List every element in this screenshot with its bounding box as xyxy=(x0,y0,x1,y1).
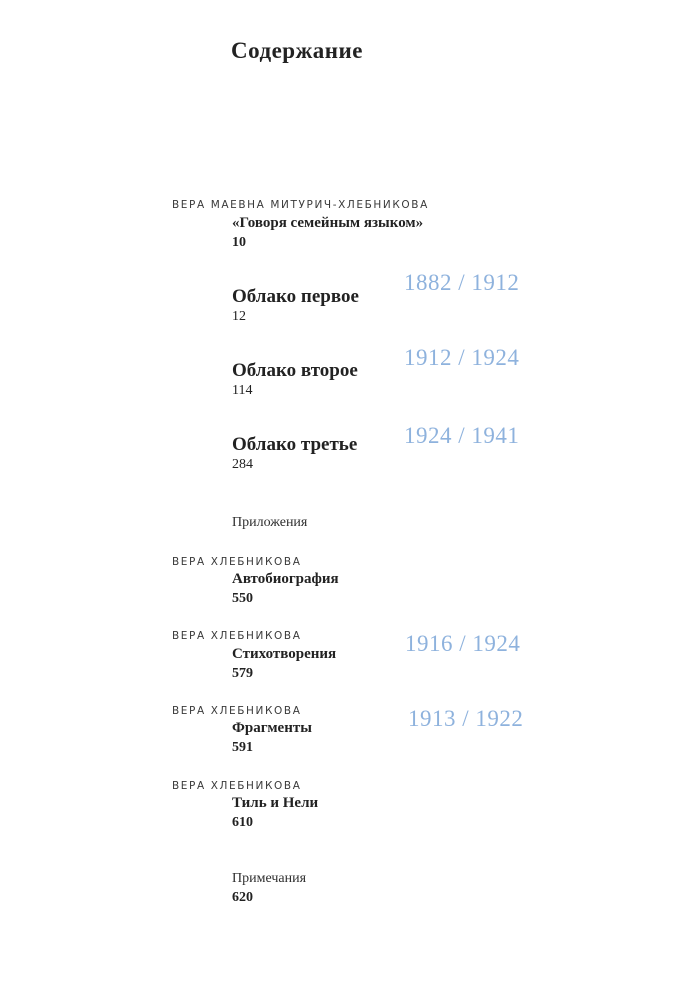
appendix-3-years: 1913 / 1922 xyxy=(408,706,524,731)
appendix-4-author: ВЕРА ХЛЕБНИКОВА xyxy=(172,780,302,792)
intro-author: ВЕРА МАЕВНА МИТУРИЧ-ХЛЕБНИКОВА xyxy=(172,199,429,211)
notes-title-link[interactable]: Примечания xyxy=(232,871,307,886)
cloud-3-page-number: 284 xyxy=(232,457,253,472)
appendix-4-page-number: 610 xyxy=(232,815,253,830)
appendix-1-page-number: 550 xyxy=(232,591,253,606)
cloud-2-years: 1912 / 1924 xyxy=(404,345,520,370)
appendix-2-title-link[interactable]: Стихотворения xyxy=(232,646,337,662)
appendix-label: Приложения xyxy=(232,515,308,530)
cloud-1-page-number: 12 xyxy=(232,309,246,324)
appendix-2-page-number: 579 xyxy=(232,666,253,681)
appendix-1-author: ВЕРА ХЛЕБНИКОВА xyxy=(172,556,302,568)
cloud-3-years: 1924 / 1941 xyxy=(404,423,520,448)
appendix-1-title-link[interactable]: Автобиография xyxy=(232,571,339,587)
cloud-1-title-link[interactable]: Облако первое xyxy=(232,286,359,307)
cloud-2-title-link[interactable]: Облако второе xyxy=(232,360,358,381)
intro-title-link[interactable]: «Говоря семейным языком» xyxy=(232,215,424,231)
cloud-3-title-link[interactable]: Облако третье xyxy=(232,434,358,455)
intro-page-number: 10 xyxy=(232,235,246,250)
appendix-4-title-link[interactable]: Тиль и Нели xyxy=(232,795,319,811)
appendix-3-title-link[interactable]: Фрагменты xyxy=(232,720,312,736)
appendix-3-author: ВЕРА ХЛЕБНИКОВА xyxy=(172,705,302,717)
appendix-2-years: 1916 / 1924 xyxy=(405,631,521,656)
appendix-2-author: ВЕРА ХЛЕБНИКОВА xyxy=(172,630,302,642)
cloud-1-years: 1882 / 1912 xyxy=(404,270,520,295)
page-title: Содержание xyxy=(231,38,363,63)
cloud-2-page-number: 114 xyxy=(232,383,253,398)
notes-page-number: 620 xyxy=(232,890,253,905)
appendix-3-page-number: 591 xyxy=(232,740,253,755)
